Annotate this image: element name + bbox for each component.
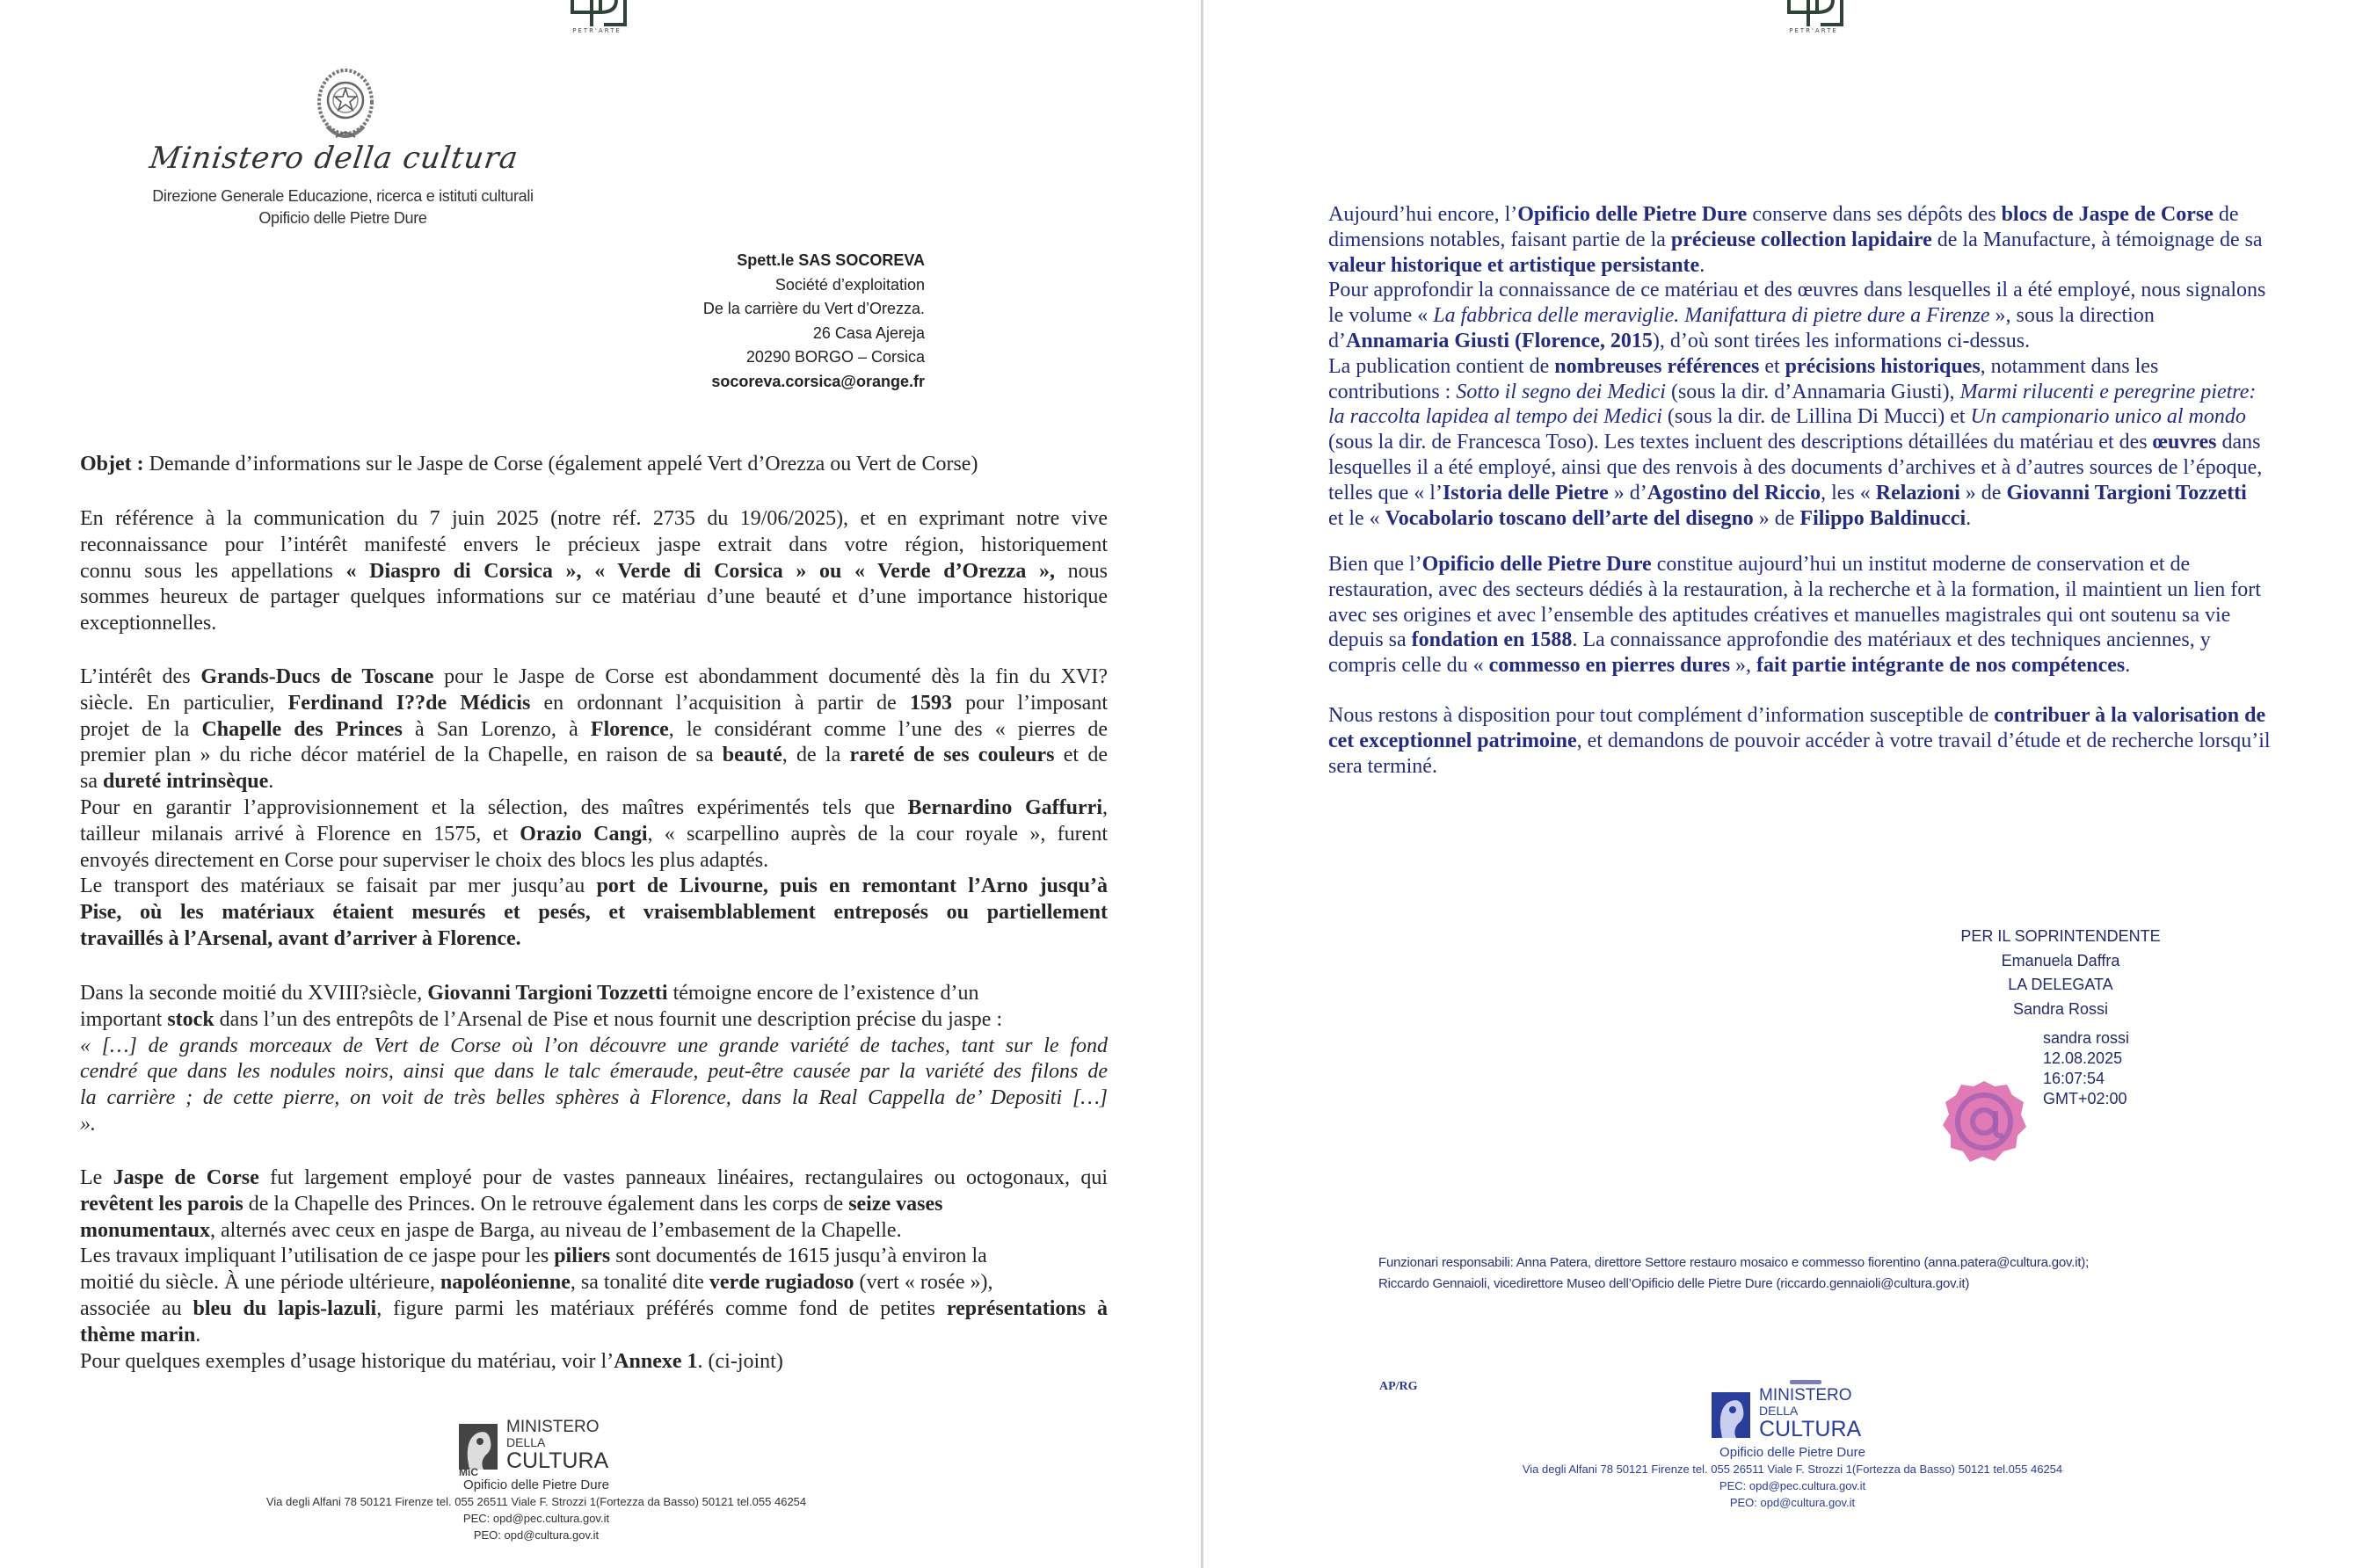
text-run: . (ci-joint) xyxy=(697,1349,783,1373)
text-run: , de la xyxy=(782,744,850,767)
letter-page-2 xyxy=(1203,0,2370,1568)
text-line xyxy=(1328,303,2304,329)
text-line xyxy=(80,1034,1108,1060)
text-run: ), d’où sont tirées les informations ci-dessus. xyxy=(1652,329,2031,352)
text-run: et le « xyxy=(1328,506,1385,530)
text-run: avec ses origines et avec l’ensemble des aptitudes créatives et manuelles magistrales qui ont soutenu sa vie xyxy=(1328,603,2231,627)
italic-text: La fabbrica delle meraviglie. Manifattura di pietre dure a Firenze xyxy=(1433,304,1990,328)
mic-word-cultura: CULTURA xyxy=(1759,1417,1862,1441)
footer-office: Opificio delle Pietre Dure xyxy=(1719,1445,1865,1460)
paragraph xyxy=(1328,703,2304,779)
text-run: », sous la direction xyxy=(1989,304,2155,328)
text-line xyxy=(80,1165,1108,1192)
text-run: , le considérant comme l’une des « pierres de xyxy=(668,717,1108,741)
petrarte-logo xyxy=(1782,0,1845,39)
text-run: Dans la seconde moitié du XVIII?siècle, xyxy=(80,982,428,1005)
paragraph xyxy=(80,506,1108,637)
mic-word-della: DELLA xyxy=(506,1435,546,1449)
signatory-role: PER IL SOPRINTENDENTE xyxy=(1960,927,2161,945)
text-run: en ordonnant l’acquisition à partir de xyxy=(530,691,910,715)
text-run: lesquelles il a été employé, ainsi que des renvois à des documents d’archives et à d’autres sources de l’époque, xyxy=(1328,455,2263,479)
bold-text: Orazio Cangi xyxy=(520,822,648,846)
footer-peo[interactable]: PEO: opd@cultura.gov.it xyxy=(1729,1496,1856,1509)
text-run: Aujourd’hui encore, l’ xyxy=(1328,203,1518,226)
mic-word-ministero: MINISTERO xyxy=(506,1418,600,1436)
bold-text: Florence xyxy=(590,717,669,741)
text-run: . xyxy=(268,770,274,794)
bold-text: 1593 xyxy=(909,691,952,715)
text-run: reconnaissance pour l’intérêt manifesté envers le précieux jaspe extrait dans votre région, historiquement xyxy=(80,533,1108,556)
text-run: telles que « l’ xyxy=(1328,481,1443,505)
bold-text: Bernardino Gaffurri xyxy=(907,795,1102,819)
text-run: pour le Jaspe de Corse est abondamment documenté dès la fin du XVI? xyxy=(433,665,1108,688)
bold-text: napoléonienne xyxy=(440,1271,571,1295)
bold-text: piliers xyxy=(554,1245,611,1268)
footer-contact xyxy=(176,1477,897,1543)
bold-text: Pise, où les matériaux étaient mesurés et pesés, et vraisemblablement entreposés ou partiellement xyxy=(80,901,1108,925)
bold-text: Objet : xyxy=(80,453,149,475)
bold-text: blocs de Jaspe de Corse xyxy=(2001,203,2214,226)
text-run: depuis sa xyxy=(1328,628,1412,652)
text-line xyxy=(1328,729,2304,754)
text-run: (vert « rosée »), xyxy=(854,1271,993,1295)
text-run: connu sous les appellations xyxy=(80,559,346,583)
petrarte-logo-text: PETR'ARTE xyxy=(572,27,622,34)
text-run: sera terminé. xyxy=(1328,754,1437,778)
text-line xyxy=(1328,404,2304,430)
text-run: Les travaux impliquant l’utilisation de ce jaspe pour les xyxy=(80,1245,555,1268)
text-line xyxy=(1328,329,2304,354)
text-run: , sa tonalité dite xyxy=(570,1271,709,1295)
reference-initials: AP/RG xyxy=(1379,1380,1418,1393)
text-run: , notamment dans les xyxy=(1980,354,2159,378)
bold-text: Agostino del Riccio xyxy=(1647,481,1821,505)
text-run: exceptionnelles. xyxy=(80,612,217,635)
text-line xyxy=(1328,430,2304,455)
text-line xyxy=(80,664,1108,691)
italic-text: la carrière ; de cette pierre, on voit de très belles sphères à Florence, dans la Real Cappella de’ Depositi […] xyxy=(80,1086,1108,1110)
text-run: contributions : xyxy=(1328,380,1457,403)
text-run: » d’ xyxy=(1608,481,1647,505)
bold-text: port de Livourne, puis en remontant l’Arno jusqu’à xyxy=(596,875,1108,898)
bold-text: Vocabolario toscano dell’arte del disegno xyxy=(1385,506,1754,530)
bold-text: fait partie intégrante de nos compétences xyxy=(1756,654,2126,678)
text-run: associée au xyxy=(80,1296,193,1320)
italic-text: cendré que dans les nodules noirs, ainsi que dans le talc émeraude, peut-être causée par la variété des filons de xyxy=(80,1060,1108,1084)
text-run: tailleur milanais arrivé à Florence en 1575, et xyxy=(80,822,520,846)
bold-text: Relazioni xyxy=(1875,481,1960,505)
text-line xyxy=(1328,653,2304,679)
text-line xyxy=(80,1192,1108,1218)
text-run: d’ xyxy=(1328,329,1346,352)
bold-text: précieuse collection lapidaire xyxy=(1670,228,1932,251)
text-line xyxy=(1328,754,2304,780)
text-line xyxy=(1328,278,2304,303)
petrarte-mark-icon xyxy=(565,0,629,26)
italian-republic-emblem-icon xyxy=(313,65,378,146)
text-line xyxy=(1328,253,2304,279)
text-run: compris celle du « xyxy=(1328,654,1489,678)
text-run: . La connaissance approfondie des matériaux et des techniques anciennes, y xyxy=(1572,628,2211,652)
text-run: Pour quelques exemples d’usage historique du matériau, voir l’ xyxy=(80,1349,614,1373)
text-line xyxy=(1328,506,2304,532)
text-run: Bien que l’ xyxy=(1328,553,1422,576)
bold-text: Annexe 1 xyxy=(614,1349,698,1373)
text-run: Le xyxy=(80,1166,113,1189)
italic-text: Sotto il segno dei Medici xyxy=(1456,380,1666,403)
italic-text: ». xyxy=(80,1112,96,1136)
bold-text: Giovanni Targioni Tozzetti xyxy=(2006,481,2247,505)
mic-word-ministero: MINISTERO xyxy=(1759,1386,1852,1405)
text-line xyxy=(1328,577,2304,603)
text-run: à San Lorenzo, à xyxy=(402,717,591,741)
bold-text: Istoria delle Pietre xyxy=(1442,481,1609,505)
mic-footer-logo xyxy=(1712,1387,1870,1448)
footer-peo[interactable]: PEO: opd@cultura.gov.it xyxy=(473,1528,600,1542)
bold-text: œuvres xyxy=(2152,431,2217,454)
direction-name: Direzione Generale Educazione, ricerca e istituti culturali xyxy=(152,187,534,205)
footer-pec[interactable]: PEC: opd@pec.cultura.gov.it xyxy=(462,1512,610,1525)
text-run: (sous la dir. d’Annamaria Giusti), xyxy=(1665,380,1960,403)
signature-block xyxy=(1959,925,2162,1021)
paragraph xyxy=(80,981,1108,1138)
footer-mark xyxy=(1790,1380,1821,1384)
text-line xyxy=(80,533,1108,559)
text-run: , alternés avec ceux en jaspe de Barga, au niveau de l’embasement de la Chapelle. xyxy=(210,1218,902,1242)
bold-text: revêtent les parois xyxy=(80,1192,244,1216)
text-run: Pour en garantir l’approvisionnement et la sélection, des maîtres expérimentés tels que xyxy=(80,795,908,819)
bold-text: nombreuses références xyxy=(1554,354,1760,378)
text-line xyxy=(80,1085,1108,1112)
text-run: (sous la dir. de Lillina Di Mucci) et xyxy=(1661,405,1971,429)
text-run: sont documentés de 1615 jusqu’à environ la xyxy=(610,1245,987,1268)
bold-text: cet exceptionnel patrimoine xyxy=(1328,729,1577,752)
text-run: » de xyxy=(1959,481,2007,505)
bold-text: Annamaria Giusti (Florence, 2015 xyxy=(1346,329,1653,352)
text-run: , « scarpellino auprès de la cour royale », furent xyxy=(647,822,1108,846)
mic-footer-logo xyxy=(459,1419,617,1480)
text-line xyxy=(80,691,1108,717)
ministry-script-heading: Ministero della cultura xyxy=(147,141,521,176)
delegate-role: LA DELEGATA xyxy=(2008,976,2113,993)
text-run: », xyxy=(1730,654,1757,678)
recipient-email[interactable]: socoreva.corsica@orange.fr xyxy=(711,372,925,390)
text-run: constitue aujourd’hui un institut moderne de conservation et de xyxy=(1651,553,2191,576)
recipient-line: 20290 BORGO – Corsica xyxy=(745,348,925,366)
responsible-officials xyxy=(1378,1252,2222,1295)
text-run: dans xyxy=(2216,431,2261,454)
text-run: Le transport des matériaux se faisait par mer jusqu’au xyxy=(80,875,597,898)
text-run: , figure parmi les matériaux préférés comme fond de petites xyxy=(376,1296,947,1320)
digital-signature-info xyxy=(2043,1028,2129,1109)
text-line xyxy=(1328,354,2304,380)
bold-text: rareté de ses couleurs xyxy=(849,744,1055,767)
text-run: envoyés directement en Corse pour superviser le choix des blocs les plus adaptés. xyxy=(80,848,769,872)
text-line xyxy=(80,981,1108,1007)
text-run: fut largement employé pour de vastes panneaux linéaires, rectangulaires ou octogonaux, qui xyxy=(258,1166,1108,1189)
bold-text: dureté intrinsèque xyxy=(103,770,269,794)
text-line xyxy=(80,874,1108,900)
text-run: et de xyxy=(1054,744,1108,767)
text-line xyxy=(1328,380,2304,405)
digital-signer: sandra rossi xyxy=(2043,1029,2130,1047)
text-run: , les « xyxy=(1821,481,1876,505)
italic-text: la raccolta lapidea al tempo dei Medici xyxy=(1328,405,1662,429)
mic-logo-mark-icon xyxy=(459,1420,503,1477)
responsible-line: Riccardo Gennaioli, vicedirettore Museo dell’Opificio delle Pietre Dure (riccardo.gennaioli@cultura.gov.it) xyxy=(1378,1276,1970,1291)
digital-signature-seal-icon xyxy=(1940,1078,2028,1164)
text-run: , et demandons de pouvoir accéder à votre travail d’étude et de recherche lorsqu’il xyxy=(1576,729,2271,752)
petrarte-mark-icon xyxy=(1782,0,1845,26)
recipient-address xyxy=(615,249,925,394)
bold-text: Filippo Baldinucci xyxy=(1799,506,1967,530)
italic-text: Marmi rilucenti e peregrine pietre: xyxy=(1959,380,2257,403)
text-run: Pour approfondir la connaissance de ce matériau et des œuvres dans lesquelles il a été employé, nous signalons xyxy=(1328,279,2266,302)
text-run: conserve dans ses dépôts des xyxy=(1747,203,2002,226)
bold-text: Chapelle des Princes xyxy=(201,717,403,741)
text-run: sa xyxy=(80,770,103,794)
bold-text: contribuer à la valorisation de xyxy=(1994,704,2266,727)
responsible-line: Funzionari responsabili: Anna Patera, direttore Settore restauro mosaico e commesso fiorentino (anna.patera@cultura.gov.it); xyxy=(1378,1255,2090,1270)
office-name: Opificio delle Pietre Dure xyxy=(258,209,427,227)
text-line xyxy=(80,822,1108,848)
text-run: témoigne encore de l’existence d’un xyxy=(667,982,979,1005)
text-line xyxy=(80,1059,1108,1085)
text-run: » de xyxy=(1753,506,1800,530)
text-line xyxy=(80,1218,1108,1245)
text-run: premier plan » du riche décor matériel de la Chapelle, en raison de sa xyxy=(80,744,723,767)
text-line xyxy=(80,1270,1108,1296)
text-run: important xyxy=(80,1007,168,1031)
text-run: dimensions notables, faisant partie de la xyxy=(1328,228,1671,251)
bold-text: valeur historique et artistique persistante xyxy=(1328,253,1700,277)
bold-text: beauté xyxy=(722,744,782,767)
text-line xyxy=(80,1349,1108,1376)
bold-text: Opificio delle Pietre Dure xyxy=(1517,203,1748,226)
text-run: La publication contient de xyxy=(1328,354,1555,378)
text-line xyxy=(1328,228,2304,253)
text-run: restauration, avec des secteurs dédiés à la restauration, à la recherche et à la formation, il maintient un lien fort xyxy=(1328,577,2261,601)
signature-timezone: GMT+02:00 xyxy=(2043,1090,2127,1107)
text-line xyxy=(80,506,1108,533)
text-run: nous xyxy=(1055,559,1108,583)
italic-text: Un campionario unico al mondo xyxy=(1970,405,2246,429)
bold-text: Giovanni Targioni Tozzetti xyxy=(427,982,668,1005)
text-run: . xyxy=(1966,506,1972,530)
footer-address: Via degli Alfani 78 50121 Firenze tel. 055 26511 Viale F. Strozzi 1(Fortezza da Basso) 50121 tel.055 46254 xyxy=(265,1495,807,1508)
text-line xyxy=(80,1323,1108,1349)
text-run: (sous la dir. de Francesca Toso). Les textes incluent des descriptions détaillées du matériau et des xyxy=(1328,431,2153,454)
text-line xyxy=(80,1007,1108,1034)
bold-text: commesso en pierres dures xyxy=(1488,654,1731,678)
text-run: et xyxy=(1759,354,1785,378)
text-line xyxy=(1328,552,2304,577)
text-run: pour l’imposant xyxy=(951,691,1109,715)
bold-text: travaillés à l’Arsenal, avant d’arriver à Florence. xyxy=(80,926,521,950)
text-line xyxy=(80,848,1108,875)
text-run: . xyxy=(195,1323,201,1347)
text-run: . xyxy=(2125,654,2131,678)
paragraph xyxy=(80,664,1108,953)
bold-text: monumentaux xyxy=(80,1218,211,1242)
bold-text: bleu du lapis-lazuli xyxy=(193,1296,377,1320)
text-run: Demande d’informations sur le Jaspe de Corse (également appelé Vert d’Orezza ou Vert de Corse) xyxy=(149,453,978,475)
footer-address: Via degli Alfani 78 50121 Firenze tel. 055 26511 Viale F. Strozzi 1(Fortezza da Basso) 50121 tel.055 46254 xyxy=(1522,1463,2063,1476)
text-line xyxy=(80,1296,1108,1323)
text-line xyxy=(80,452,1108,478)
text-line xyxy=(1328,703,2304,729)
text-run: de la Manufacture, à témoignage de sa xyxy=(1931,228,2263,251)
mic-word-cultura: CULTURA xyxy=(506,1448,609,1473)
text-line xyxy=(1328,202,2304,228)
paragraph xyxy=(1328,552,2304,679)
bold-text: précisions historiques xyxy=(1785,354,1981,378)
signature-date: 12.08.2025 xyxy=(2043,1049,2123,1067)
text-line xyxy=(1328,603,2304,628)
bold-text: Jaspe de Corse xyxy=(113,1166,259,1189)
recipient-name: Spett.le SAS SOCOREVA xyxy=(737,251,925,269)
recipient-line: Société d’exploitation xyxy=(774,275,925,294)
text-run: sommes heureux de partager quelques informations sur ce matériau d’une beauté et d’une importance historique xyxy=(80,585,1108,609)
text-line xyxy=(80,584,1108,611)
bold-text: représentations à xyxy=(946,1296,1109,1320)
mic-text: MiC xyxy=(459,1466,478,1477)
footer-office: Opificio delle Pietre Dure xyxy=(463,1477,609,1492)
bold-text: Grands-Ducs de Toscane xyxy=(200,665,434,688)
bold-text: Opificio delle Pietre Dure xyxy=(1421,553,1652,576)
signature-time: 16:07:54 xyxy=(2043,1070,2105,1087)
text-line xyxy=(1328,481,2304,506)
text-run: moitié du siècle. À une période ultérieure, xyxy=(80,1271,440,1295)
text-line xyxy=(80,611,1108,637)
text-line xyxy=(80,717,1108,744)
text-run: projet de la xyxy=(80,717,202,741)
paragraph xyxy=(80,1165,1108,1375)
bold-text: seize vases xyxy=(848,1192,943,1216)
text-run: Nous restons à disposition pour tout complément d’information susceptible de xyxy=(1328,704,1995,727)
bold-text: « Diaspro di Corsica », « Verde di Corsica » ou « Verde d’Orezza », xyxy=(345,559,1056,583)
text-line xyxy=(80,1244,1108,1270)
text-run: dans l’un des entrepôts de l’Arsenal de Pise et nous fournit une description précise du jaspe : xyxy=(214,1007,1003,1031)
text-run: . xyxy=(1699,253,1705,277)
petrarte-logo xyxy=(565,0,629,39)
bold-text: thème marin xyxy=(80,1323,196,1347)
footer-contact xyxy=(1432,1444,2153,1511)
mic-word-della: DELLA xyxy=(1759,1404,1799,1418)
delegate-name: Sandra Rossi xyxy=(2012,999,2109,1018)
signatory-name: Emanuela Daffra xyxy=(2001,951,2120,969)
text-run: siècle. En particulier, xyxy=(80,691,288,715)
footer-pec[interactable]: PEC: opd@pec.cultura.gov.it xyxy=(1719,1479,1866,1492)
text-line xyxy=(80,795,1108,822)
paragraph xyxy=(1328,202,2304,531)
recipient-line: De la carrière du Vert d’Orezza. xyxy=(702,300,925,317)
text-run: de la Chapelle des Princes. On le retrouve également dans les corps de xyxy=(243,1192,849,1216)
recipient-line: 26 Casa Ajereja xyxy=(812,323,925,342)
mic-logo-mark-icon xyxy=(1712,1389,1756,1445)
text-run: En référence à la communication du 7 juin 2025 (notre réf. 2735 du 19/06/2025), et en exprimant notre vive xyxy=(80,507,1108,530)
text-line xyxy=(80,769,1108,795)
text-line xyxy=(80,926,1108,953)
text-line xyxy=(1328,455,2304,481)
text-line xyxy=(80,559,1108,585)
text-run: L’intérêt des xyxy=(80,665,201,688)
text-line xyxy=(80,743,1108,769)
text-run: , xyxy=(1101,795,1108,819)
bold-text: fondation en 1588 xyxy=(1411,628,1573,652)
italic-text: « […] de grands morceaux de Vert de Corse où l’on découvre une grande variété de taches, tant sur le fond xyxy=(80,1034,1108,1057)
text-line xyxy=(80,900,1108,926)
bold-text: Ferdinand I??de Médicis xyxy=(287,691,531,715)
bold-text: stock xyxy=(167,1007,214,1031)
petrarte-logo-text: PETR'ARTE xyxy=(1789,27,1838,34)
text-line xyxy=(1328,628,2304,653)
text-run: le volume « xyxy=(1328,304,1434,328)
bold-text: verde rugiadoso xyxy=(709,1271,854,1295)
text-line xyxy=(80,1112,1108,1138)
paragraph xyxy=(80,452,1108,478)
text-run: de xyxy=(2213,203,2239,226)
